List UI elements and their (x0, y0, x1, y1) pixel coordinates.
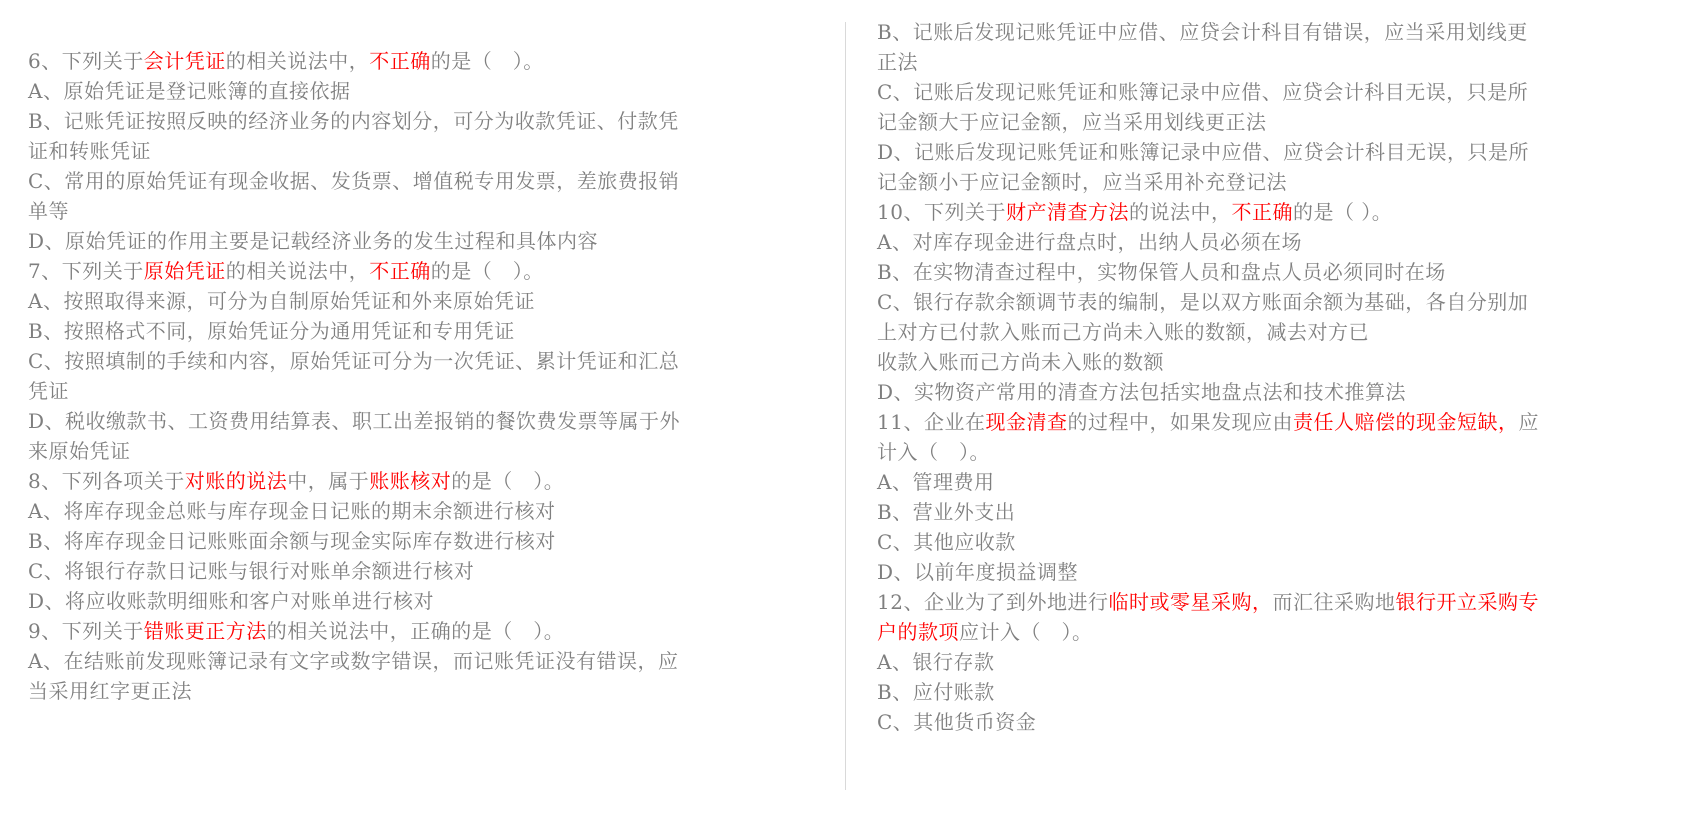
text-segment: D、原始凭证的作用主要是记载经济业务的发生过程和具体内容 (28, 229, 599, 253)
text-line (877, 347, 1539, 377)
text-line (28, 316, 680, 346)
text-line (28, 526, 680, 556)
text-segment: 单等 (28, 199, 69, 223)
text-segment: A、原始凭证是登记账簿的直接依据 (28, 79, 351, 103)
text-line (28, 46, 680, 76)
column-divider (845, 22, 846, 790)
text-segment: 记金额小于应记金额时，应当采用补充登记法 (877, 170, 1287, 194)
text-line (877, 557, 1539, 587)
text-segment: 9、下列关于 (28, 619, 144, 643)
text-segment: 而汇往采购地 (1272, 590, 1396, 614)
text-line (28, 256, 680, 286)
text-line (28, 616, 680, 646)
highlighted-term: 责任人赔偿的现金短缺， (1292, 410, 1519, 434)
text-line (28, 676, 680, 706)
text-line (28, 286, 680, 316)
text-segment: 应计入（ ）。 (959, 620, 1093, 644)
text-segment: A、按照取得来源，可分为自制原始凭证和外来原始凭证 (28, 289, 535, 313)
text-segment: 的过程中，如果发现应由 (1067, 410, 1293, 434)
text-line (877, 587, 1539, 617)
text-segment: D、税收缴款书、工资费用结算表、职工出差报销的餐饮费发票等属于外 (28, 409, 681, 433)
right-text-column (877, 17, 1539, 737)
text-line (28, 106, 680, 136)
text-segment: C、银行存款余额调节表的编制，是以双方账面余额为基础，各自分别加 (877, 290, 1529, 314)
text-segment: D、实物资产常用的清查方法包括实地盘点法和技术推算法 (877, 380, 1407, 404)
text-line (877, 107, 1539, 137)
text-segment: B、记账后发现记账凭证中应借、应贷会计科目有错误，应当采用划线更 (877, 20, 1528, 44)
text-line (877, 437, 1539, 467)
text-line (28, 226, 680, 256)
text-line (877, 317, 1539, 347)
text-segment: 来原始凭证 (28, 439, 131, 463)
text-segment: 记金额大于应记金额，应当采用划线更正法 (877, 110, 1267, 134)
text-segment: C、按照填制的手续和内容，原始凭证可分为一次凭证、累计凭证和汇总 (28, 349, 680, 373)
text-line (28, 136, 680, 166)
highlighted-term: 账账核对 (369, 469, 452, 493)
text-segment: D、记账后发现记账凭证和账簿记录中应借、应贷会计科目无误，只是所 (877, 140, 1530, 164)
text-line (877, 617, 1539, 647)
text-line (877, 137, 1539, 167)
text-line (28, 406, 680, 436)
text-segment: 的说法中， (1128, 200, 1232, 224)
text-segment: B、营业外支出 (877, 500, 1016, 524)
text-line (28, 496, 680, 526)
text-segment: 中，属于 (287, 469, 370, 493)
text-line (877, 47, 1539, 77)
text-segment: 7、下列关于 (28, 259, 144, 283)
text-segment: 的相关说法中， (225, 49, 370, 73)
text-segment: 8、下列各项关于 (28, 469, 185, 493)
highlighted-term: 临时或零星采购， (1108, 590, 1273, 614)
highlighted-term: 原始凭证 (143, 259, 226, 283)
text-line (877, 377, 1539, 407)
text-segment: A、将库存现金总账与库存现金日记账的期末余额进行核对 (28, 499, 556, 523)
text-segment: 上对方已付款入账而己方尚未入账的数额，减去对方已 (877, 320, 1369, 344)
text-segment: 的相关说法中，正确的是（ ）。 (266, 619, 565, 643)
text-segment: 的是（ ）。 (430, 259, 544, 283)
text-line (877, 287, 1539, 317)
text-line (28, 466, 680, 496)
text-line (28, 646, 680, 676)
highlighted-term: 错账更正方法 (143, 619, 267, 643)
text-segment: A、对库存现金进行盘点时，出纳人员必须在场 (877, 230, 1302, 254)
text-line (877, 197, 1539, 227)
text-segment: C、记账后发现记账凭证和账簿记录中应借、应贷会计科目无误，只是所 (877, 80, 1529, 104)
text-segment: B、将库存现金日记账账面余额与现金实际库存数进行核对 (28, 529, 556, 553)
text-segment: B、记账凭证按照反映的经济业务的内容划分，可分为收款凭证、付款凭 (28, 109, 679, 133)
text-line (28, 196, 680, 226)
text-segment: 当采用红字更正法 (28, 679, 192, 703)
text-line (877, 77, 1539, 107)
text-segment: A、银行存款 (877, 650, 995, 674)
text-segment: D、将应收账款明细账和客户对账单进行核对 (28, 589, 435, 613)
text-segment: 正法 (877, 50, 918, 74)
text-segment: 计入（ ）。 (877, 440, 990, 464)
highlighted-term: 对账的说法 (184, 469, 288, 493)
text-line (28, 76, 680, 106)
highlighted-term: 现金清查 (985, 410, 1068, 434)
text-segment: C、常用的原始凭证有现金收据、发货票、增值税专用发票，差旅费报销 (28, 169, 680, 193)
highlighted-term: 不正确 (1231, 200, 1293, 224)
text-line (28, 556, 680, 586)
text-segment: 的是（ ）。 (451, 469, 565, 493)
text-line (877, 527, 1539, 557)
text-line (877, 647, 1539, 677)
text-segment: B、在实物清查过程中，实物保管人员和盘点人员必须同时在场 (877, 260, 1446, 284)
text-line (877, 497, 1539, 527)
highlighted-term: 户的款项 (877, 620, 959, 644)
text-line (877, 677, 1539, 707)
text-line (877, 407, 1539, 437)
text-segment: C、其他货币资金 (877, 710, 1037, 734)
text-segment: B、按照格式不同，原始凭证分为通用凭证和专用凭证 (28, 319, 515, 343)
text-segment: B、应付账款 (877, 680, 995, 704)
text-line (28, 586, 680, 616)
text-segment: C、将银行存款日记账与银行对账单余额进行核对 (28, 559, 475, 583)
highlighted-term: 银行开立采购专 (1395, 590, 1539, 614)
text-segment: 的相关说法中， (225, 259, 370, 283)
text-line (877, 257, 1539, 287)
text-line (28, 346, 680, 376)
highlighted-term: 不正确 (369, 49, 431, 73)
text-line (28, 166, 680, 196)
text-line (877, 467, 1539, 497)
text-line (28, 436, 680, 466)
text-segment: 6、下列关于 (28, 49, 144, 73)
highlighted-term: 会计凭证 (143, 49, 226, 73)
text-line (877, 227, 1539, 257)
text-line (877, 17, 1539, 47)
text-segment: C、其他应收款 (877, 530, 1016, 554)
text-segment: A、管理费用 (877, 470, 995, 494)
text-segment: 证和转账凭证 (28, 139, 151, 163)
text-segment: D、以前年度损益调整 (877, 560, 1079, 584)
highlighted-term: 不正确 (369, 259, 431, 283)
highlighted-term: 财产清查方法 (1005, 200, 1129, 224)
left-text-column (28, 46, 680, 706)
text-line (877, 707, 1539, 737)
text-segment: 的是（ ）。 (430, 49, 544, 73)
text-segment: 的是（ ）。 (1292, 200, 1393, 224)
text-segment: A、在结账前发现账簿记录有文字或数字错误，而记账凭证没有错误，应 (28, 649, 679, 673)
text-segment: 11、企业在 (877, 410, 986, 434)
text-segment: 应 (1518, 410, 1539, 434)
text-segment: 凭证 (28, 379, 69, 403)
text-segment: 收款入账而己方尚未入账的数额 (877, 350, 1164, 374)
text-segment: 10、下列关于 (877, 200, 1006, 224)
text-line (28, 376, 680, 406)
text-segment: 12、企业为了到外地进行 (877, 590, 1109, 614)
text-line (877, 167, 1539, 197)
